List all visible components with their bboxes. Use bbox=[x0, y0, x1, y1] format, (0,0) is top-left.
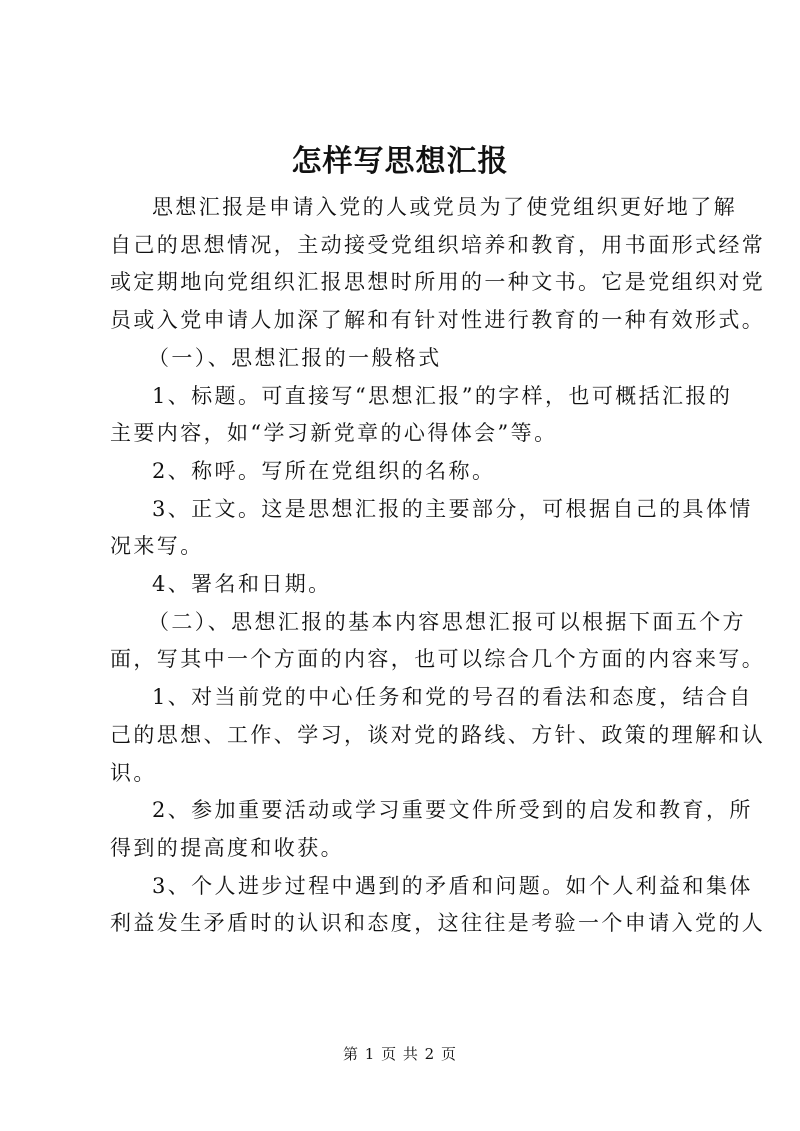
section-heading-1 bbox=[110, 340, 690, 378]
text-line: 况来写。 bbox=[110, 534, 204, 559]
text-line: 2、称呼。写所在党组织的名称。 bbox=[152, 458, 496, 483]
text-line: （一）、思想汇报的一般格式 bbox=[148, 345, 442, 370]
text-line: 3、正文。这是思想汇报的主要部分，可根据自己的具体情 bbox=[152, 496, 753, 521]
text-line: 面，写其中一个方面的内容，也可以综合几个方面的内容来写。 bbox=[110, 647, 766, 672]
text-line: 1、标题。可直接写“思想汇报”的字样，也可概括汇报的 bbox=[152, 383, 733, 408]
text-line: 3、个人进步过程中遇到的矛盾和问题。如个人利益和集体 bbox=[152, 873, 753, 898]
content-item-3-paragraph bbox=[110, 868, 766, 943]
item-body-paragraph bbox=[110, 491, 753, 566]
document-title: 怎样写思想汇报 bbox=[291, 144, 509, 179]
text-line: 自己的思想情况，主动接受党组织培养和教育，用书面形式经常 bbox=[110, 232, 766, 257]
text-line: 员或入党申请人加深了解和有针对性进行教育的一种有效形式。 bbox=[110, 308, 766, 333]
text-line: 4、署名和日期。 bbox=[152, 572, 332, 597]
content-item-2-paragraph bbox=[110, 792, 753, 867]
text-line: 得到的提高度和收获。 bbox=[110, 835, 344, 860]
page-number-footer: 第 1 页 共 2 页 bbox=[343, 1045, 457, 1063]
item-signature-paragraph bbox=[110, 566, 690, 604]
text-line: 主要内容，如“学习新党章的心得体会”等。 bbox=[110, 421, 558, 446]
text-line: 1、对当前党的中心任务和党的号召的看法和态度，结合自 bbox=[152, 685, 753, 710]
text-line: 识。 bbox=[110, 760, 157, 785]
text-line: （二）、思想汇报的基本内容思想汇报可以根据下面五个方 bbox=[148, 609, 746, 634]
section-heading-2 bbox=[110, 604, 766, 679]
text-line: 己的思想、工作、学习，谈对党的路线、方针、政策的理解和认 bbox=[110, 722, 766, 747]
content-item-1-paragraph bbox=[110, 679, 766, 792]
intro-paragraph bbox=[110, 189, 766, 340]
document-body bbox=[110, 189, 766, 943]
text-line: 或定期地向党组织汇报思想时所用的一种文书。它是党组织对党 bbox=[110, 270, 766, 295]
text-line: 思想汇报是申请入党的人或党员为了使党组织更好地了解 bbox=[152, 195, 737, 219]
text-line: 利益发生矛盾时的认识和态度，这往往是考验一个申请入党的人 bbox=[110, 911, 766, 936]
text-line: 2、参加重要活动或学习重要文件所受到的启发和教育，所 bbox=[152, 798, 753, 823]
item-salutation-paragraph bbox=[110, 453, 690, 491]
item-title-paragraph bbox=[110, 378, 733, 453]
